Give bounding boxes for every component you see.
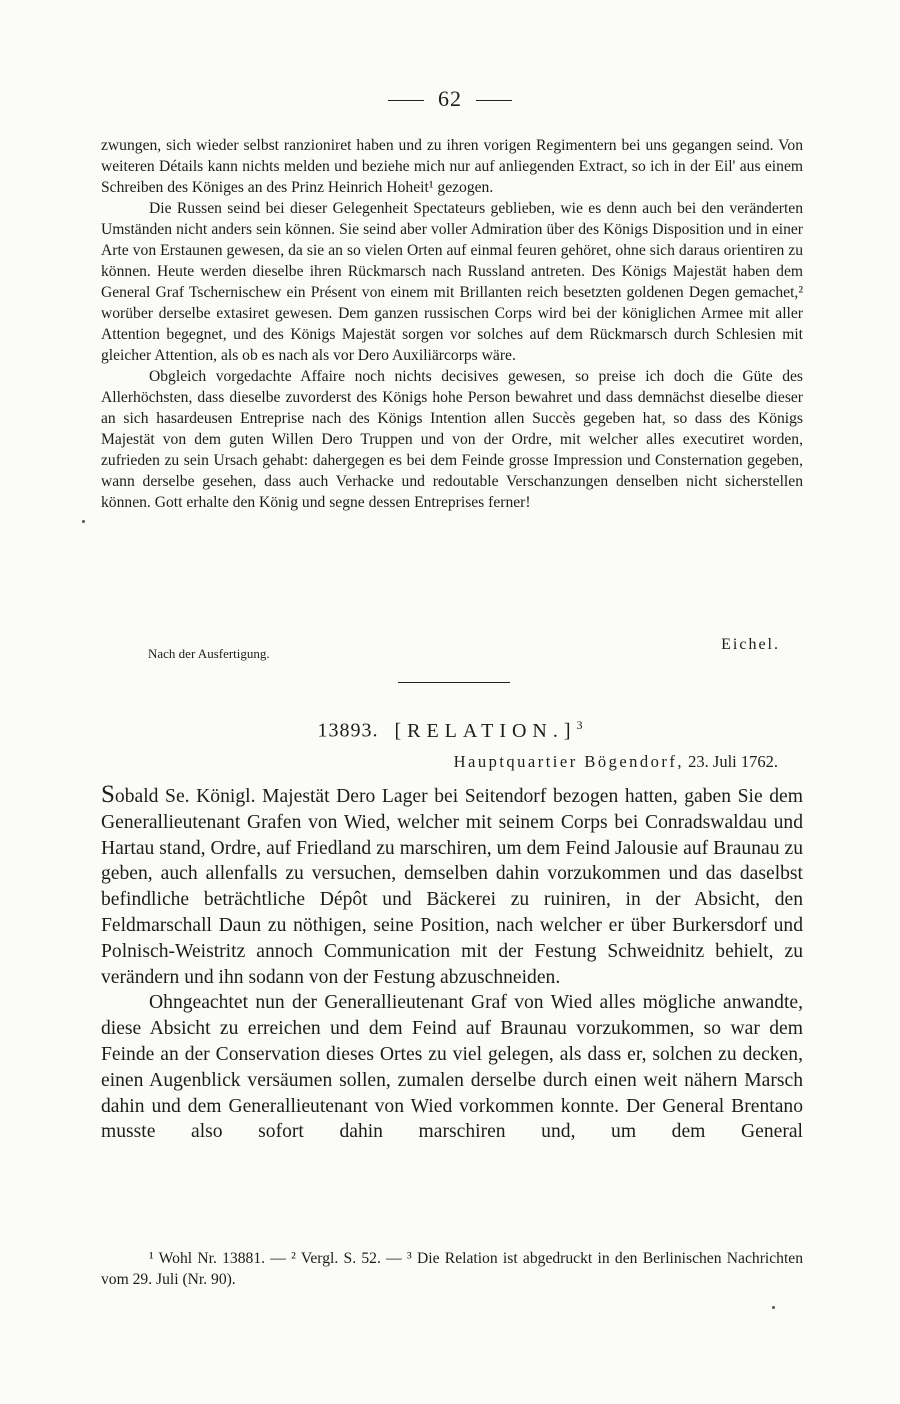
document-title-footnote-marker: 3: [576, 718, 583, 732]
page-number-line: [0, 86, 900, 112]
page-number-dash-left: [388, 100, 424, 101]
paper-speck: [82, 520, 85, 523]
document-paragraph-1: Sobald Se. Königl. Majestät Dero Lager bei Seitendorf bezogen hatten, gaben Sie dem Generallieutenant Grafen von Wied, welcher mit seinem Corps bei Conradswaldau und Hartau stand, Ordre, auf Friedland zu marschiren, um dem Feind Jalousie auf Braunau zu geben, auch allenfalls zu versuchen, demselben dahin vorzukommen und das daselbst befindliche beträchtliche Dépôt und Bäckerei zu ruiniren, in der Absicht, den Feldmarschall Daun zu nöthigen, seine Position, nach welcher er über Burkersdorf und Polnisch-Weistritz annoch Communication mit der Festung Schweidnitz behielt, zu verändern und ihn sodann von der Festung abzuschneiden.: [101, 781, 803, 988]
document-title: [RELATION.]: [394, 719, 577, 742]
dateline-date: 23. Juli 1762.: [688, 752, 778, 771]
document-body: [101, 782, 803, 1145]
page-number: 62: [438, 86, 462, 111]
letter-paragraph-2: Die Russen seind bei dieser Gelegenheit Spectateurs geblieben, wie es denn auch bei den veränderten Umständen nicht anders sein können. Sie seind aber voller Admiration über des Königs Disposition und in einer Arte von Erstaunen gewesen, da sie an so vielen Orten auf einmal feuren gehöret, ohne sich daraus orientiren zu können. Heute werden dieselbe ihren Rückmarsch nach Russland antreten. Des Königs Majestät haben dem General Graf Tschernischew ein Présent von einem mit Brillanten reich besetzten goldenen Degen gemachet,² worüber derselbe extasiret gewesen. Dem ganzen russischen Corps wird bei der königlichen Armee mit aller Attention begegnet, und des Königs Majestät sorgen vor solches auf dem Rückmarsch durch Schlesien mit gleicher Attention, als ob es nach als vor Dero Auxiliärcorps wäre.: [101, 200, 803, 364]
document-paragraph-2: Ohngeachtet nun der Generallieutenant Graf von Wied alles mögliche anwandte, diese Absicht zu erreichen und dem Feind auf Braunau vorzukommen, so war dem Feinde an der Conservation dieses Ortes zu viel gelegen, als dass er, solchen zu decken, einen Augenblick versäumen sollen, zumalen derselbe durch einen weit nähern Marsch dahin und dem Generallieutenant von Wied vorkommen konnte. Der General Brentano musste also sofort dahin marschiren und, um dem General: [101, 992, 803, 1143]
signature: Eichel.: [721, 636, 780, 653]
dateline-place: Hauptquartier Bögendorf,: [453, 752, 685, 771]
source-note: Nach der Ausfertigung.: [148, 646, 270, 661]
document-heading: [0, 718, 900, 743]
paper-speck: [772, 1306, 775, 1309]
footnotes: [101, 1248, 803, 1290]
footnote-text: ¹ Wohl Nr. 13881. — ² Vergl. S. 52. — ³ Die Relation ist abgedruckt in den Berlinischen Nachrichten vom 29. Juli (Nr. 90).: [101, 1250, 803, 1288]
document-number: 13893.: [317, 719, 379, 742]
letter-paragraph-1: zwungen, sich wieder selbst ranzioniret haben und zu ihren vorigen Regimentern bei uns gegangen seind. Von weiteren Détails kann nichts melden und beziehe mich nur auf anliegenden Extract, so ich in der Eil' aus einem Schreiben des Königes an des Prinz Heinrich Hoheit¹ gezogen.: [101, 137, 803, 196]
page-number-dash-right: [476, 100, 512, 101]
section-divider: [398, 682, 510, 683]
letter-paragraph-3: Obgleich vorgedachte Affaire noch nichts decisives gewesen, so preise ich doch die Güte des Allerhöchsten, dass dieselbe zuvorderst des Königs hohe Person bewahret und dass demnächst dieselbe dieser an sich hasardeusen Entreprise nach des Königs Intention allen Succès gegeben hat, so dass des Königs Majestät von dem guten Willen Dero Truppen und von der Ordre, mit welcher alles executiret worden, zufrieden zu sein Ursach gehabt: dahergegen es bei dem Feinde grosse Impression und Consternation gegeben, wann derselbe gesehen, dass auch Verhacke und redoutable Verschanzungen denselben nicht sicherstellen können. Gott erhalte den König und segne dessen Entreprises ferner!: [101, 368, 803, 511]
letter-continuation: [101, 135, 803, 513]
dateline: [454, 752, 778, 772]
